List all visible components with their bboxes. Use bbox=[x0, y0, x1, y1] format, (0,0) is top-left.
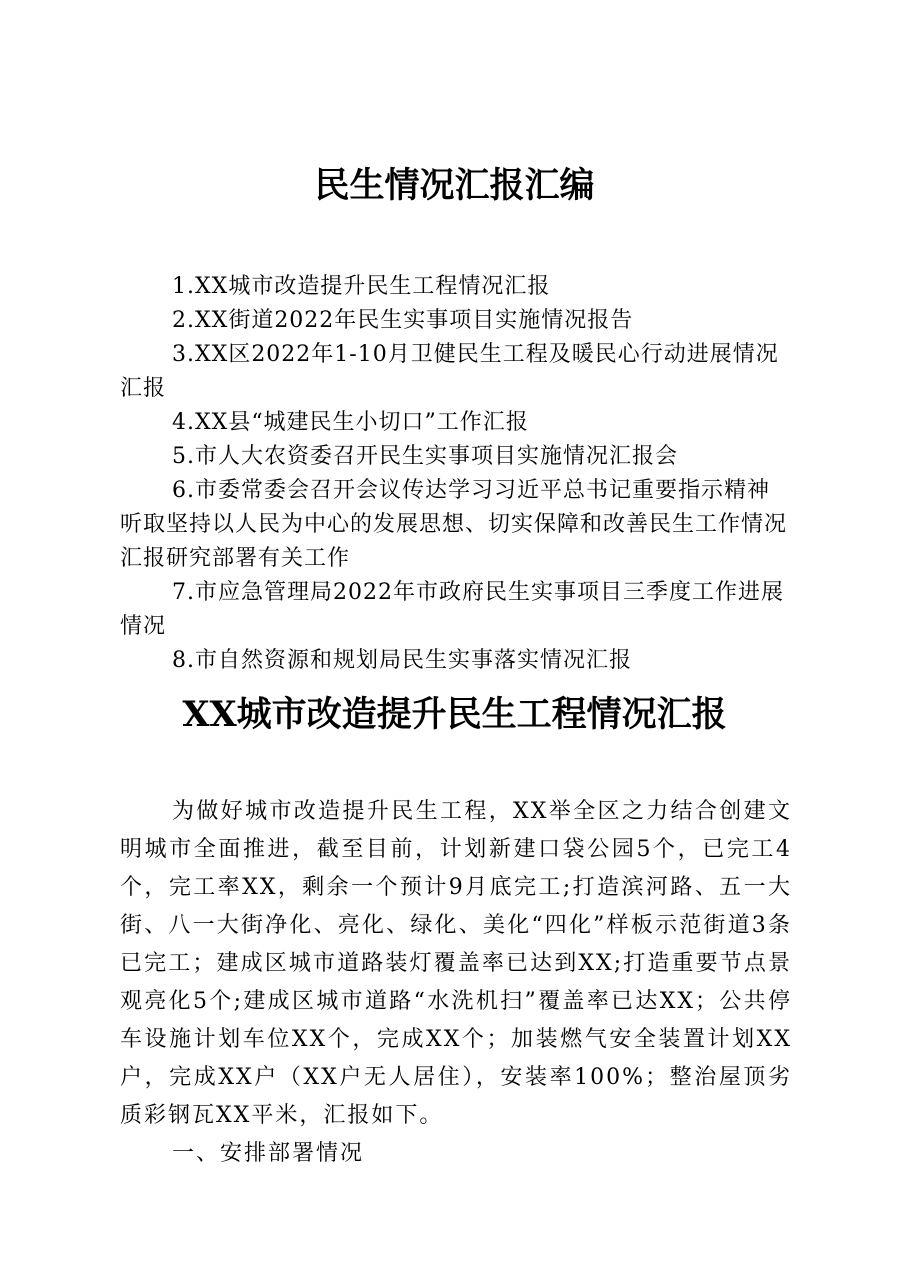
report-paragraph: 为做好城市改造提升民生工程，XX举全区之力结合创建文明城市全面推进，截至目前，计划新建口袋公园5个，已完工4个，完工率XX，剩余一个预计9月底完工;打造滨河路、五一大街、八一大街净化、亮化、绿化、美化“四化”样板示范街道3条已完工；建成区城市道路装灯覆盖率已达到XX;打造重要节点景观亮化5个;建成区城市道路“水洗机扫”覆盖率已达XX；公共停车设施计划车位XX个，完成XX个；加装燃气安全装置计划XX户，完成XX户（XX户无人居住），安装率100%；整治屋顶劣质彩钢瓦XX平米，汇报如下。 bbox=[120, 799, 792, 1128]
toc-item: 4.XX县“城建民生小切口”工作汇报 bbox=[172, 410, 529, 435]
section-heading: 一、安排部署情况 bbox=[172, 1141, 365, 1166]
report-body bbox=[120, 793, 792, 1173]
toc-item: 2.XX街道2022年民生实事项目实施情况报告 bbox=[172, 308, 634, 333]
toc-item: 3.XX区2022年1-10月卫健民生工程及暖民心行动进展情况汇报 bbox=[120, 342, 779, 401]
report-title: XX城市改造提升民生工程情况汇报 bbox=[182, 694, 727, 735]
toc-item: 7.市应急管理局2022年市政府民生实事项目三季度工作进展情况 bbox=[120, 580, 784, 639]
toc-item: 6.市委常委会召开会议传达学习习近平总书记重要指示精神听取坚持以人民为中心的发展思想、切实保障和改善民生工作情况汇报研究部署有关工作 bbox=[120, 478, 788, 571]
toc-item: 1.XX城市改造提升民生工程情况汇报 bbox=[172, 274, 551, 299]
toc-item: 5.市人大农资委召开民生实事项目实施情况汇报会 bbox=[172, 444, 678, 469]
document-title: 民生情况汇报汇编 bbox=[314, 165, 595, 206]
table-of-contents bbox=[120, 270, 792, 678]
toc-item: 8.市自然资源和规划局民生实事落实情况汇报 bbox=[172, 648, 632, 673]
